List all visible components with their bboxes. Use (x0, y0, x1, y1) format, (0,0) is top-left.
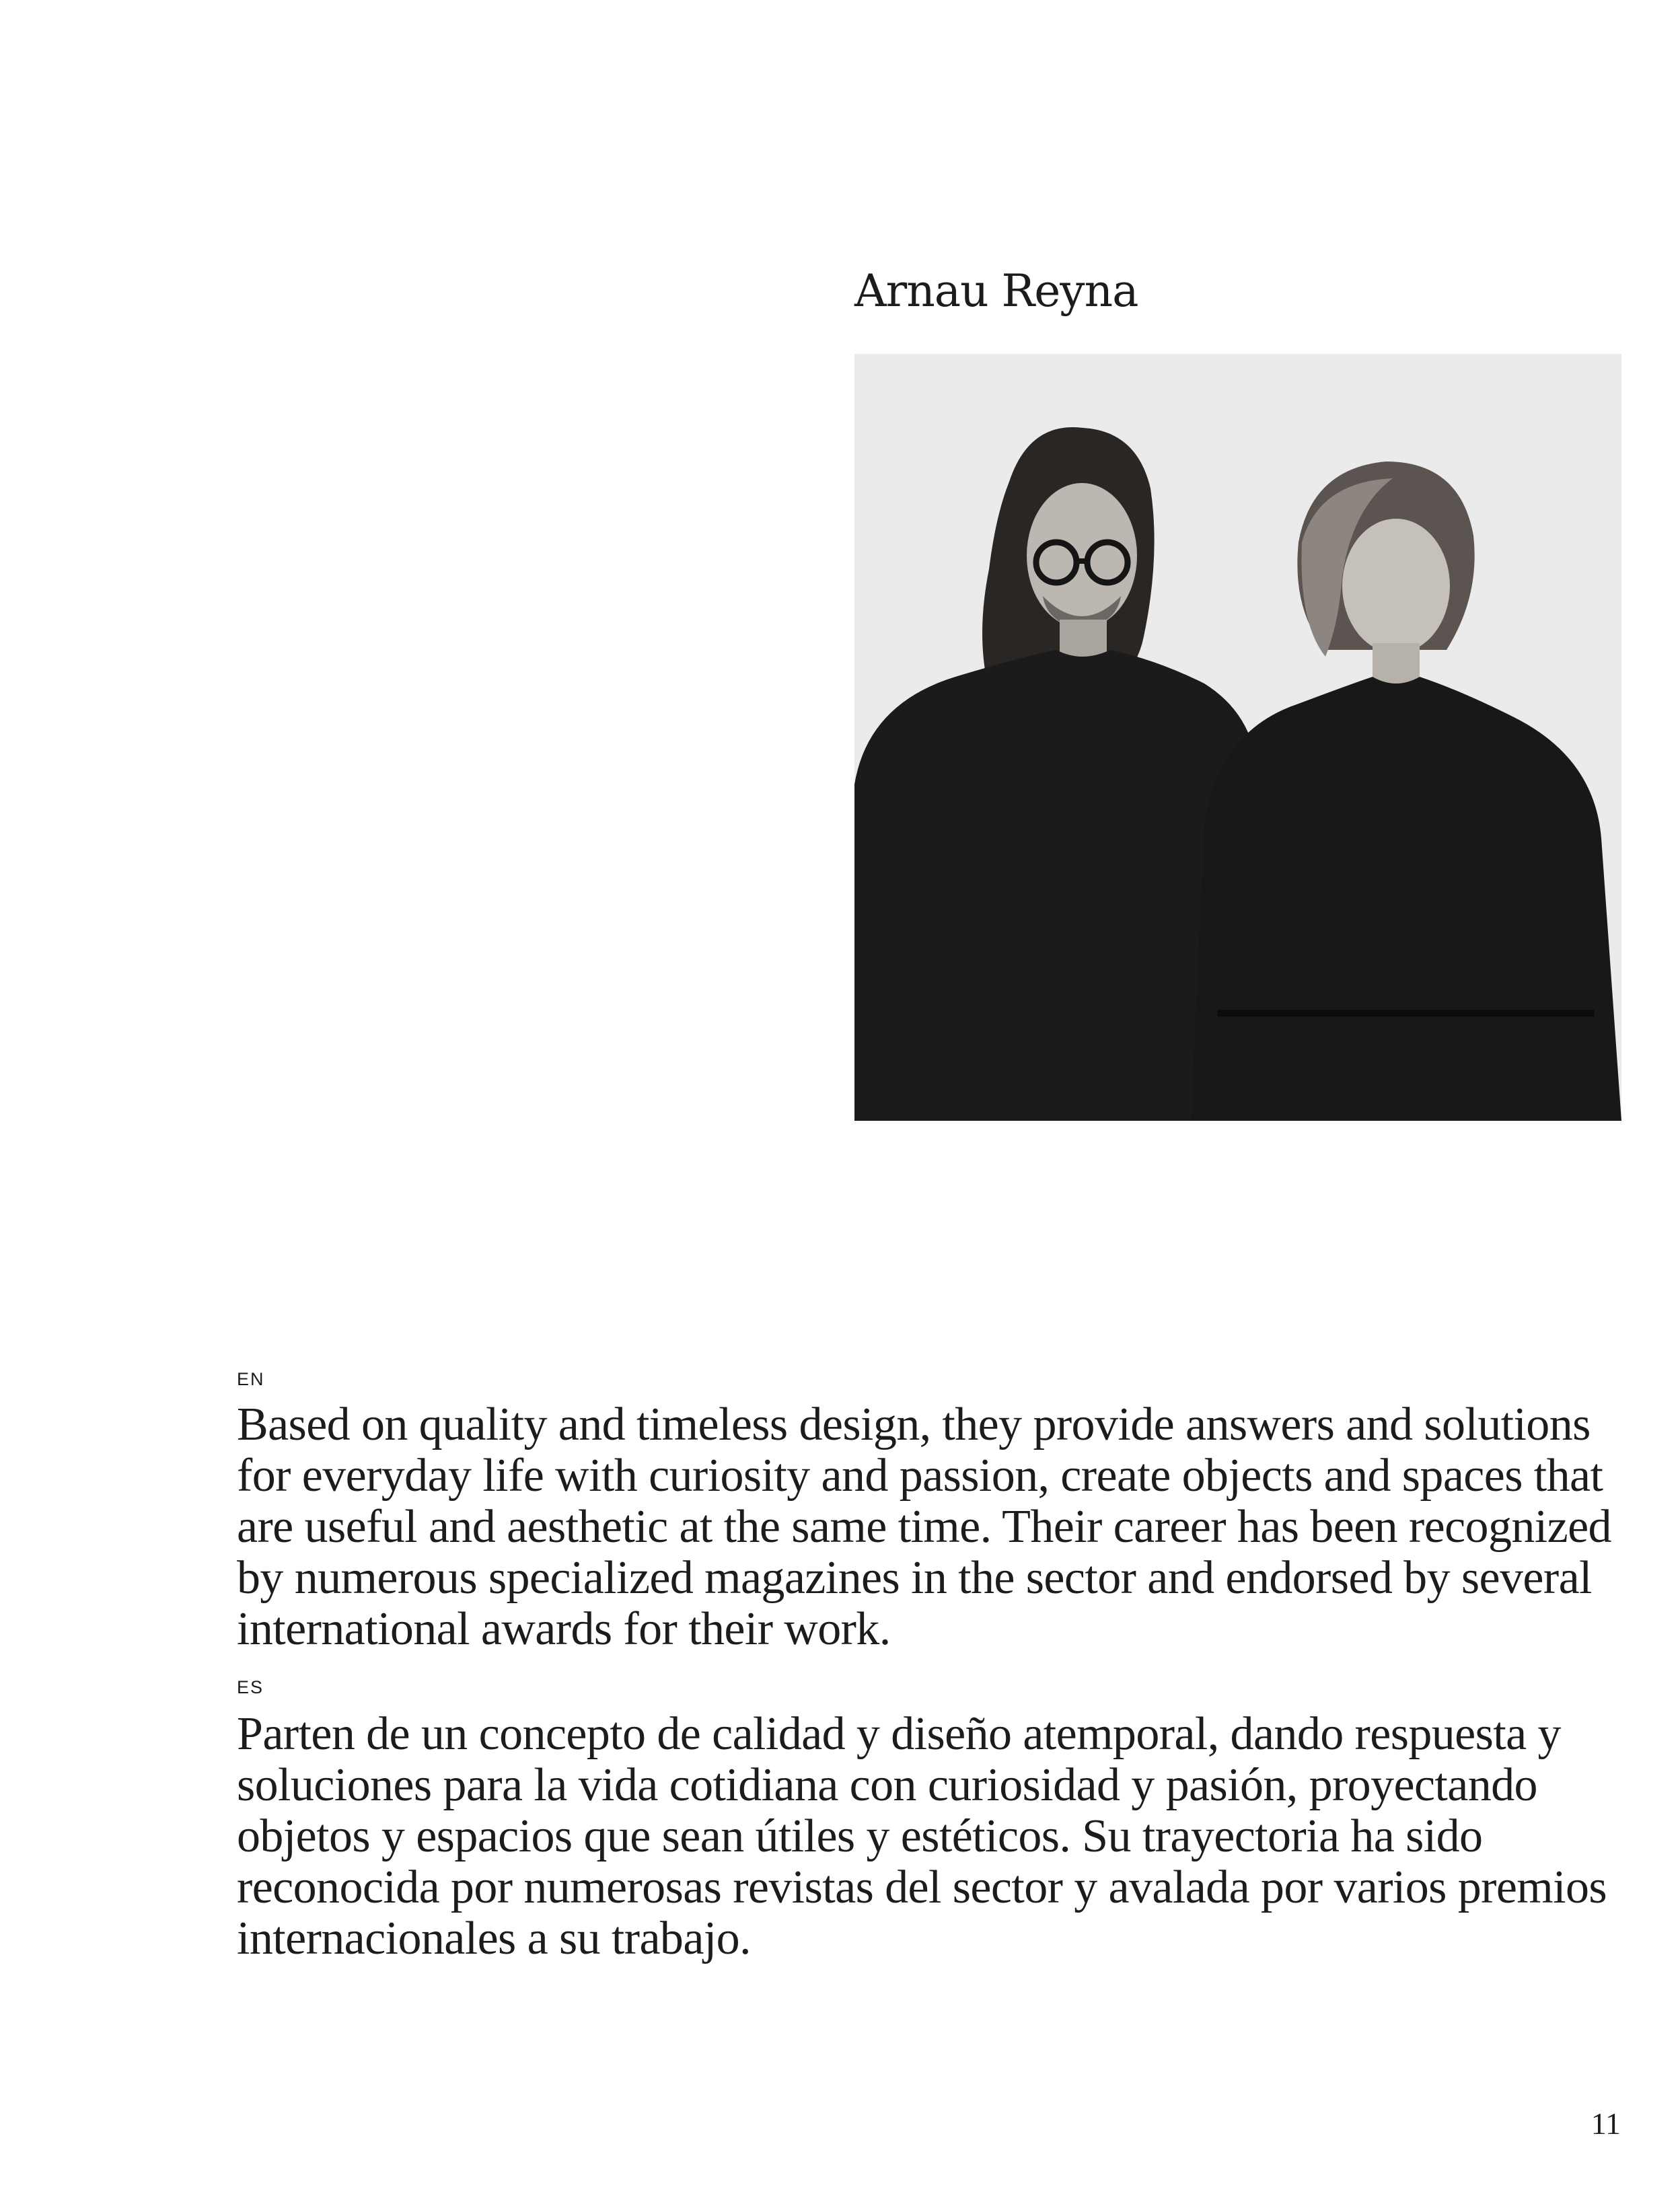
page-title: Arnau Reyna (854, 265, 1138, 317)
portrait-illustration (854, 354, 1621, 1121)
portrait-photo (854, 354, 1621, 1121)
language-tag-en: EN (237, 1369, 265, 1389)
body-text-es: Parten de un concepto de calidad y diseño atemporal, dando respuesta y soluciones para la vida cotidiana con curiosidad y pasión, proyectando objetos y espacios que sean útiles y estéticos. Su trayectoria ha sido reconocida por numerosas revistas del sector y avalada por varios premios internacionales a su trabajo. (237, 1708, 1607, 1964)
page-number: 11 (1591, 2106, 1621, 2141)
body-text-en: Based on quality and timeless design, they provide answers and solutions for everyday life with curiosity and passion, create objects and spaces that are useful and aesthetic at the same time. Their career has been recognized by numerous specialized magazines in the sector and endorsed by several international awards for their work. (237, 1399, 1611, 1655)
language-tag-es: ES (237, 1677, 264, 1697)
